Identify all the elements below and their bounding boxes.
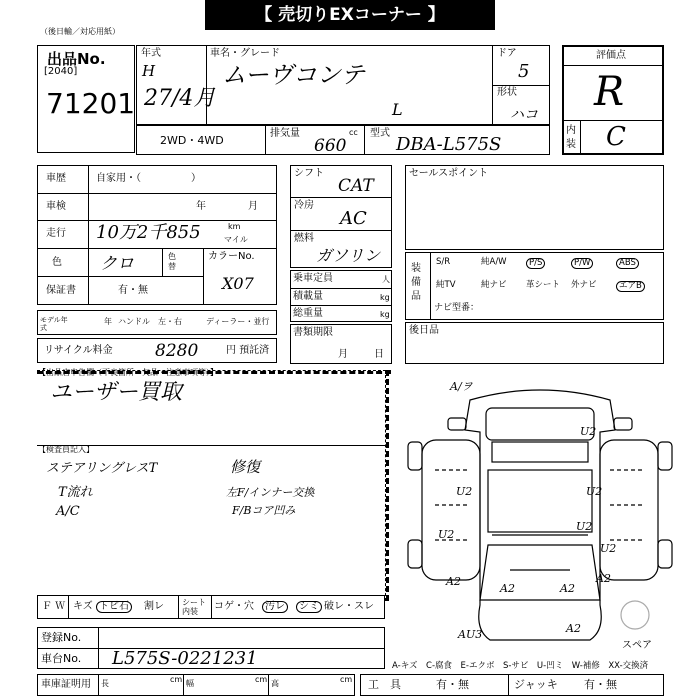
- diagram-mark: U2: [586, 485, 603, 498]
- warranty-label: 保証書: [46, 285, 76, 296]
- equipment-label: 装備品: [411, 263, 421, 302]
- divider: [290, 197, 392, 198]
- diagram-mark: A2: [566, 622, 581, 635]
- inspection-year: 年: [196, 201, 206, 212]
- lot-number: 71201: [46, 87, 136, 120]
- grade-label: 評価点: [596, 50, 626, 61]
- fuel-value: ガソリン: [316, 246, 381, 265]
- divider: [98, 627, 99, 669]
- navi-label: ナビ型番：: [434, 303, 480, 313]
- divider: [37, 445, 385, 446]
- legend: A-キズ C-腐食 E-エクボ S-サビ U-凹ミ W-補修 XX-交換済: [392, 661, 649, 671]
- divider: [562, 120, 664, 121]
- divider: [290, 288, 392, 289]
- warranty-text: 有・無: [118, 285, 148, 296]
- divider: [211, 595, 212, 619]
- diagram-mark: A2: [446, 575, 461, 588]
- divider: [37, 220, 277, 221]
- divider: [268, 674, 269, 696]
- history-text: 自家用・（ ）: [96, 173, 201, 184]
- tools-text: 有・無: [436, 678, 469, 691]
- divider: [580, 120, 581, 155]
- inspector-left-2: T流れ: [58, 485, 93, 500]
- equipment-item: 外ナビ: [571, 280, 597, 290]
- shift-label: シフト: [294, 168, 324, 179]
- recycle-label: リサイクル料金: [44, 345, 113, 356]
- chassis-value: L575S-0221231: [112, 648, 258, 669]
- wheel-rear-right: [658, 442, 672, 470]
- color-change-label: 色替: [168, 252, 176, 271]
- color-value: クロ: [100, 254, 134, 274]
- divider: [364, 125, 365, 155]
- diagram-mark: A/ヲ: [450, 380, 473, 393]
- diagram-mark: A2: [500, 582, 515, 595]
- divider: [162, 248, 163, 276]
- inspection-month: 月: [248, 201, 258, 212]
- history-label: 車歴: [46, 173, 66, 184]
- later-date-label: 後日品: [409, 325, 439, 336]
- diagram-mark: U2: [456, 485, 473, 498]
- divider: [265, 125, 266, 155]
- displacement-label: 排気量: [270, 128, 300, 139]
- shape-value: ハコ: [510, 107, 538, 123]
- drive-text: 2WD・4WD: [160, 134, 224, 147]
- marks-fw: Ｆ Ｗ: [42, 601, 66, 612]
- inspection-label: 車検: [46, 201, 66, 212]
- inspector-left-3: A/C: [56, 504, 80, 519]
- model-label: 型式: [370, 128, 390, 139]
- diagram-mark: A2: [596, 572, 611, 585]
- notes-label: 【出品店申告欄（不良箇所・欠品・注意事項等）】: [38, 368, 218, 377]
- jack-text: 有・無: [584, 678, 617, 691]
- marks-item-yabure: 破レ・スレ: [324, 601, 374, 612]
- top-cut-text: （後日輸／対応用紙）: [40, 27, 120, 36]
- model-year-handle: ハンドル 左・右: [118, 317, 182, 326]
- equipment-item: P/W: [571, 258, 593, 269]
- mirror-left: [448, 418, 466, 430]
- grade-score: R: [594, 69, 625, 115]
- doors-value: 5: [518, 61, 530, 82]
- cert-height: 高: [271, 679, 279, 688]
- diagram-mark: A2: [560, 582, 575, 595]
- mirror-right: [614, 418, 632, 430]
- tools-row: [360, 674, 664, 696]
- divider: [98, 674, 99, 696]
- tools-label: 工 具: [368, 678, 401, 691]
- equipment-item: 革シート: [526, 280, 561, 290]
- equipment-item: P/S: [526, 258, 545, 269]
- aircon-value: AC: [340, 208, 367, 229]
- diagram-mark: AU3: [458, 628, 483, 641]
- doc-expiry-day: 日: [374, 349, 384, 360]
- model-year-dealer: ディーラー・並行: [206, 317, 270, 326]
- divider: [562, 65, 664, 66]
- divider: [68, 595, 69, 619]
- doors-label: ドア: [497, 48, 517, 59]
- capacity-label: 乗車定員: [293, 273, 333, 284]
- weight-label: 総重量: [293, 308, 323, 319]
- mileage-unit-mile: マイル: [224, 235, 248, 244]
- diagram-mark: U2: [600, 542, 617, 555]
- spare-label: スペア: [622, 640, 652, 651]
- sales-point-label: セールスポイント: [409, 168, 489, 179]
- load-unit: kg: [380, 293, 390, 302]
- wheel-front-left: [408, 540, 422, 568]
- equipment-item: 純TV: [436, 280, 456, 290]
- color-no-value: X07: [222, 274, 254, 293]
- registration-label: 登録No.: [41, 631, 82, 644]
- diagram-mark: U2: [580, 425, 597, 438]
- displacement-value: 660: [314, 136, 347, 156]
- car-name: ムーヴコンテ: [222, 61, 365, 89]
- equipment-item: 純A/W: [481, 257, 507, 267]
- load-label: 積載量: [293, 291, 323, 302]
- car-damage-diagram: [400, 370, 680, 660]
- recycle-value: 8280: [155, 341, 199, 361]
- year-label: 年式: [141, 48, 161, 59]
- spare-tire: [621, 601, 649, 629]
- model-value: DBA-L575S: [396, 134, 502, 155]
- divider: [430, 252, 431, 320]
- equipment-item: 純ナビ: [481, 280, 507, 290]
- divider: [37, 276, 203, 277]
- right-side-panel: [600, 440, 658, 580]
- year-value: 27/4月: [144, 86, 216, 111]
- cert-height-cm: cm: [340, 675, 353, 684]
- inspector-right-1: 修復: [230, 458, 261, 476]
- inspector-label: 【検査員記入】: [38, 445, 94, 454]
- left-side-panel: [422, 440, 480, 580]
- divider: [88, 165, 89, 305]
- divider: [492, 85, 550, 86]
- cert-length-cm: cm: [170, 675, 183, 684]
- cert-width-cm: cm: [255, 675, 268, 684]
- divider: [385, 370, 389, 601]
- interior-label: 内装: [566, 125, 576, 150]
- inspector-right-2: 左F/インナー交換: [226, 486, 315, 499]
- equipment-item: S/R: [436, 257, 451, 267]
- shift-value: CAT: [338, 176, 374, 196]
- divider: [203, 248, 204, 305]
- weight-unit: kg: [380, 310, 390, 319]
- mileage-value: 10万2千855: [96, 222, 201, 243]
- marks-item-ware: 割レ: [144, 601, 164, 612]
- chassis-label: 車台No.: [41, 652, 82, 665]
- divider: [178, 595, 179, 619]
- header-title: 【 売切りEXコーナー 】: [255, 5, 445, 25]
- marks-item-seat: シート 内装: [182, 598, 206, 616]
- doc-expiry-label: 書類期限: [293, 327, 333, 338]
- model-year-label: モデル年式: [40, 316, 68, 332]
- divider: [183, 674, 184, 696]
- diagram-mark: U2: [438, 528, 455, 541]
- car-grade: L: [392, 100, 403, 119]
- marks-item-shimi: シミ: [296, 601, 322, 613]
- interior-value: C: [606, 122, 626, 152]
- marks-item-kizu: キズ: [73, 601, 93, 612]
- recycle-unit: 円 預託済: [226, 345, 270, 356]
- car-name-label: 車名・グレード: [210, 48, 280, 59]
- divider: [206, 45, 207, 125]
- mileage-label: 走行: [46, 228, 66, 239]
- doc-expiry-month: 月: [338, 349, 348, 360]
- car-windshield: [492, 442, 588, 462]
- inspector-left-1: ステアリングレスT: [46, 461, 158, 476]
- model-year-year: 年: [104, 317, 112, 326]
- divider: [37, 370, 391, 374]
- diagram-mark: U2: [576, 520, 593, 533]
- divider: [290, 305, 392, 306]
- year-era: H: [142, 62, 156, 80]
- fuel-label: 燃料: [294, 233, 314, 244]
- later-date-box: [405, 322, 664, 364]
- divider: [290, 230, 392, 231]
- divider: [37, 248, 277, 249]
- color-label: 色: [52, 257, 62, 268]
- shape-label: 形状: [497, 87, 517, 98]
- capacity-unit: 人: [382, 275, 390, 284]
- marks-item-tobiishi: トビ石: [96, 601, 132, 613]
- wheel-rear-left: [408, 442, 422, 470]
- inspector-right-3: F/Bコア凹み: [232, 504, 296, 517]
- lot-label: 出品No.: [47, 50, 106, 68]
- mileage-unit-km: km: [228, 222, 241, 231]
- car-roof: [486, 408, 597, 440]
- jack-label: ジャッキ: [514, 678, 558, 691]
- divider: [37, 193, 277, 194]
- cert-length: 長: [101, 679, 109, 688]
- marks-item-koge: コゲ・穴: [214, 601, 254, 612]
- lot-sub: [2040]: [44, 66, 78, 77]
- divider: [508, 674, 509, 696]
- cert-width: 幅: [186, 679, 194, 688]
- equipment-item: エアB: [616, 281, 645, 292]
- notes-text: ユーザー買取: [50, 380, 183, 405]
- aircon-label: 冷房: [294, 200, 314, 211]
- cert-label: 車庫証明用: [41, 679, 91, 690]
- color-no-label: カラーNo.: [208, 251, 255, 262]
- equipment-item: ABS: [616, 258, 639, 269]
- car-hood: [480, 545, 600, 600]
- wheel-front-right: [658, 540, 672, 568]
- displacement-unit: cc: [349, 128, 358, 137]
- marks-item-yogore: 汚レ: [262, 601, 288, 613]
